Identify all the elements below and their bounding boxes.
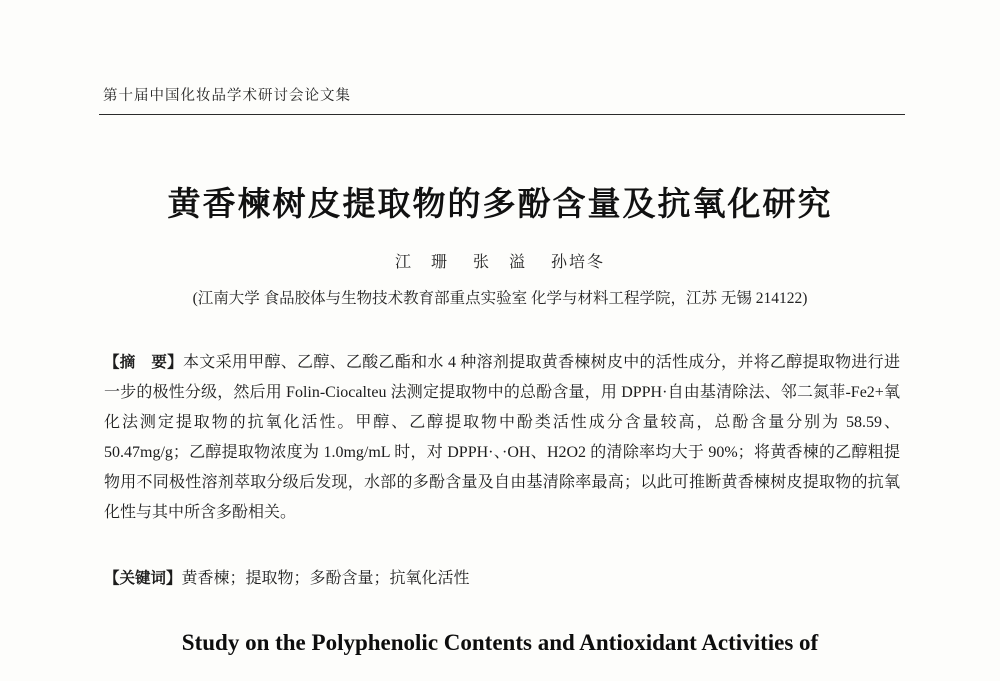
abstract-paragraph (104, 348, 900, 528)
paper-title-chinese: 黄香楝树皮提取物的多酚含量及抗氧化研究 (167, 187, 833, 223)
keywords-text: 黄香楝；提取物；多酚含量；抗氧化活性 (181, 570, 470, 587)
keywords-label: 【关键词】 (104, 570, 182, 587)
affiliation-line: (江南大学 食品胶体与生物技术教育部重点实验室 化学与材料工程学院，江苏 无锡 214122) (192, 290, 808, 307)
header-divider (99, 114, 905, 115)
paper-title-english: Study on the Polyphenolic Contents and Antioxidant Activities of (181, 630, 819, 655)
authors-line: 江 珊 张 溢 孙培冬 (394, 254, 605, 271)
abstract-text: 本文采用甲醇、乙醇、乙酸乙酯和水 4 种溶剂提取黄香楝树皮中的活性成分，并将乙醇提取物进行进一步的极性分级，然后用 Folin-Ciocalteu 法测定提取物中的总酚含量，用 DPPH·自由基清除法、邻二氮菲-Fe2+氧化法测定提取物的抗氧化活性。甲醇、乙醇提取物中酚类活性成分含量较高，总酚含量分别为 58.59、50.47mg/g；乙醇提取物浓度为 1.0mg/mL 时，对 DPPH·、·OH、H2O2 的清除率均大于 90%；将黄香楝的乙醇粗提物用不同极性溶剂萃取分级后发现，水部的多酚含量及自由基清除率最高；以此可推断黄香楝树皮提取物的抗氧化性与其中所含多酚相关。 (104, 354, 900, 521)
keywords-line (104, 564, 900, 594)
proceedings-header (103, 84, 902, 105)
abstract-label: 【摘 要】 (104, 354, 183, 371)
proceedings-header-text: 第十届中国化妆品学术研讨会论文集 (103, 88, 351, 104)
